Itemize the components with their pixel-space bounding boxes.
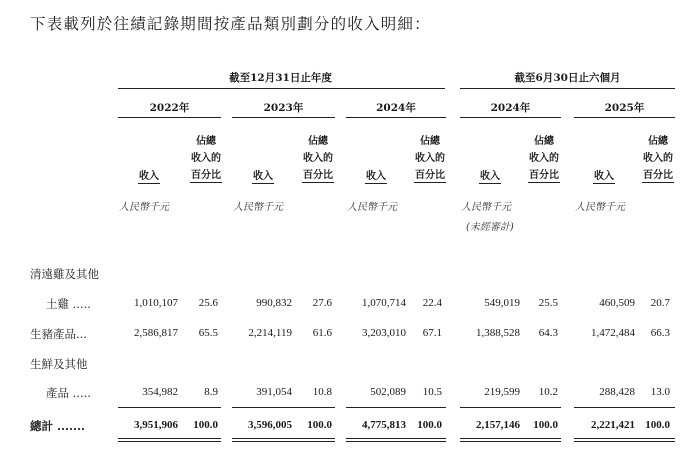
total-double-rule xyxy=(232,438,335,442)
total-cell: 100.0 xyxy=(417,419,442,431)
table-cell: 10.8 xyxy=(312,386,332,398)
total-double-rule xyxy=(346,438,446,442)
revenue-header: 收入 xyxy=(253,171,273,182)
year-rule xyxy=(346,117,446,118)
year-rule xyxy=(232,117,335,118)
revenue-header: 收入 xyxy=(139,171,159,182)
row-label-line: 土雞 ..... xyxy=(46,297,91,311)
year-rule xyxy=(574,117,675,118)
subtotal-rule xyxy=(574,407,675,408)
year-header-2022: 2022年 xyxy=(149,102,190,114)
group-header-annual: 截至12月31日止年度 xyxy=(229,72,332,84)
total-cell: 2,157,146 xyxy=(476,419,520,431)
unit-label: 人民幣千元 xyxy=(347,202,397,213)
row-label-line: 生豬產品... xyxy=(30,327,87,341)
table-cell: 502,089 xyxy=(370,386,406,398)
unaudited-label: (未經審計) xyxy=(466,222,514,233)
row-label-line: 產品 ..... xyxy=(46,386,91,400)
table-cell: 2,214,119 xyxy=(248,327,292,339)
total-label: 總計 ....... xyxy=(30,419,86,433)
revenue-header: 收入 xyxy=(594,171,614,182)
table-cell: 1,388,528 xyxy=(476,327,520,339)
table-cell: 64.3 xyxy=(538,327,558,339)
table-cell: 65.5 xyxy=(198,327,218,339)
table-cell: 27.6 xyxy=(312,297,332,309)
total-double-rule xyxy=(574,438,675,442)
table-cell: 22.4 xyxy=(422,297,442,309)
table-cell: 1,472,484 xyxy=(591,327,635,339)
year-rule xyxy=(118,117,221,118)
revenue-header: 收入 xyxy=(480,171,500,182)
group-rule-interim xyxy=(460,88,675,89)
intro-text: 下表載列於往績記錄期間按產品類別劃分的收入明細： xyxy=(30,15,431,33)
table-cell: 61.6 xyxy=(312,327,332,339)
percentage-header: 佔總 收入的 百分比 xyxy=(191,136,221,181)
table-cell: 25.5 xyxy=(538,297,558,309)
table-cell: 25.6 xyxy=(198,297,218,309)
total-cell: 100.0 xyxy=(533,419,558,431)
table-cell: 2,586,817 xyxy=(134,327,178,339)
total-cell: 2,221,421 xyxy=(591,419,635,431)
total-double-rule xyxy=(118,438,221,442)
percentage-header: 佔總 收入的 百分比 xyxy=(303,136,333,181)
table-cell: 549,019 xyxy=(484,297,520,309)
total-cell: 4,775,813 xyxy=(362,419,406,431)
total-cell: 100.0 xyxy=(645,419,670,431)
percentage-header: 佔總 收入的 百分比 xyxy=(643,136,673,181)
table-cell: 1,070,714 xyxy=(362,297,406,309)
subtotal-rule xyxy=(232,407,335,408)
unit-label: 人民幣千元 xyxy=(461,202,511,213)
year-header-2024-interim: 2024年 xyxy=(490,102,531,114)
table-cell: 3,203,010 xyxy=(362,327,406,339)
table-cell: 391,054 xyxy=(256,386,292,398)
percentage-header: 佔總 收入的 百分比 xyxy=(529,136,559,181)
table-cell: 288,428 xyxy=(599,386,635,398)
table-cell: 10.2 xyxy=(538,386,558,398)
percentage-header: 佔總 收入的 百分比 xyxy=(415,136,445,181)
table-cell: 13.0 xyxy=(650,386,670,398)
table-cell: 67.1 xyxy=(422,327,442,339)
year-header-2025-interim: 2025年 xyxy=(604,102,645,114)
revenue-header: 收入 xyxy=(366,171,386,182)
total-cell: 3,951,906 xyxy=(134,419,178,431)
year-header-2023: 2023年 xyxy=(263,102,304,114)
table-cell: 354,982 xyxy=(142,386,178,398)
subtotal-rule xyxy=(346,407,446,408)
table-cell: 460,509 xyxy=(599,297,635,309)
group-header-interim: 截至6月30日止六個月 xyxy=(514,72,621,84)
total-double-rule xyxy=(460,438,561,442)
year-rule xyxy=(460,117,561,118)
table-cell: 219,599 xyxy=(484,386,520,398)
unit-label: 人民幣千元 xyxy=(119,202,169,213)
table-cell: 1,010,107 xyxy=(134,297,178,309)
year-header-2024: 2024年 xyxy=(376,102,416,114)
table-cell: 990,832 xyxy=(256,297,292,309)
subtotal-rule xyxy=(118,407,221,408)
table-cell: 66.3 xyxy=(650,327,670,339)
table-cell: 10.5 xyxy=(422,386,442,398)
group-rule-annual xyxy=(118,88,445,89)
total-cell: 3,596,005 xyxy=(248,419,292,431)
unit-label: 人民幣千元 xyxy=(575,202,625,213)
total-cell: 100.0 xyxy=(307,419,332,431)
unit-label: 人民幣千元 xyxy=(233,202,283,213)
total-cell: 100.0 xyxy=(193,419,218,431)
subtotal-rule xyxy=(460,407,561,408)
table-cell: 20.7 xyxy=(650,297,670,309)
row-label-line: 生鮮及其他 xyxy=(30,357,88,371)
table-cell: 8.9 xyxy=(204,386,218,398)
row-label-line: 清遠雞及其他 xyxy=(30,267,99,281)
